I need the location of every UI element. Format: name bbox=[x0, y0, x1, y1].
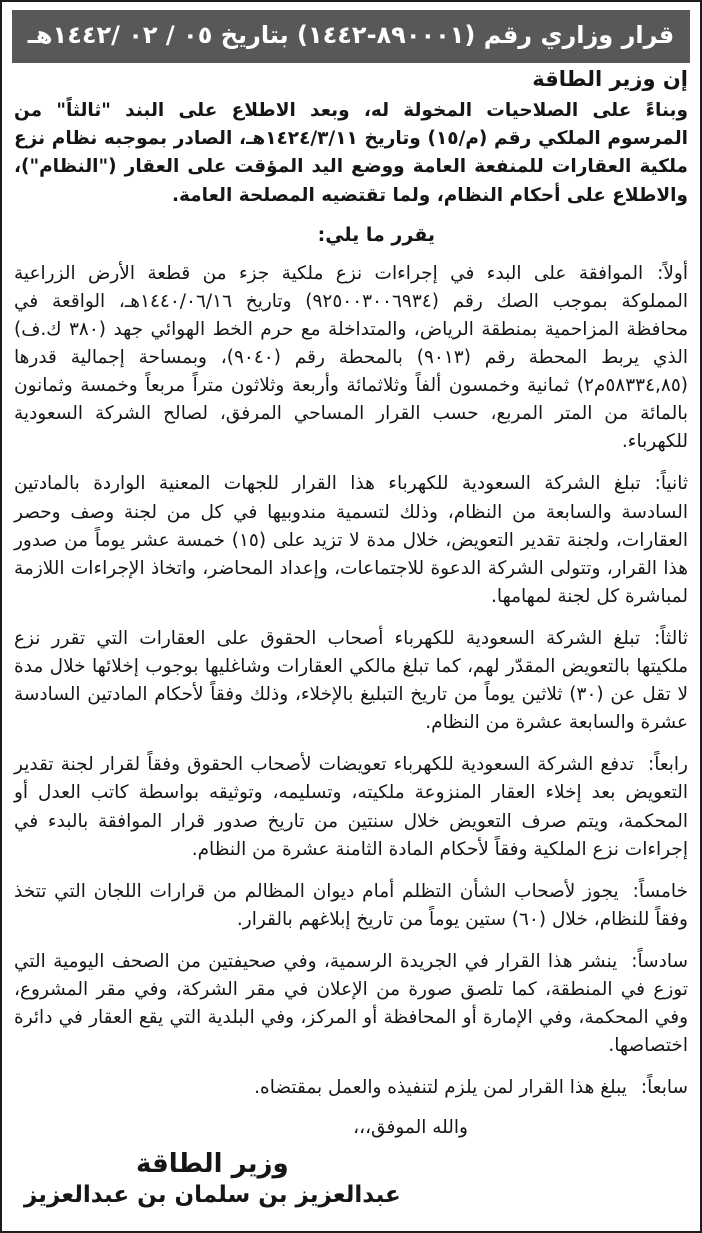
decree-intro-line: يقرر ما يلي: bbox=[317, 223, 435, 246]
item-text: ينشر هذا القرار في الجريدة الرسمية، وفي صحيفتين من الصحف اليومية التي توزع في المنطقة، كما تلصق صورة من الإعلان في مقر الشركة، وفي مقر المشروع، وفي المحكمة، وفي الإمارة أو المحافظة أو المركز، وفي البلدية التي يقع العقار في دائرة اختصاصها. bbox=[14, 951, 688, 1057]
decree-item-6 bbox=[14, 948, 688, 1060]
item-label: أولاً: bbox=[657, 262, 688, 284]
decree-title: قرار وزاري رقم (٨٩٠٠٠١-١٤٤٢) بتاريخ ٠٥ / ٠٢ /١٤٤٢هـ bbox=[27, 21, 675, 49]
decree-item-1 bbox=[14, 260, 688, 457]
item-label: سابعاً: bbox=[640, 1077, 688, 1099]
item-label: رابعاً: bbox=[647, 754, 688, 776]
decree-item-3 bbox=[14, 625, 688, 737]
decree-item-7 bbox=[14, 1074, 688, 1102]
closing-line: والله الموفق،،، bbox=[353, 1116, 468, 1138]
item-label: سادساً: bbox=[631, 951, 688, 973]
decree-title-bar bbox=[12, 10, 690, 63]
item-text: يجوز لأصحاب الشأن التظلم أمام ديوان المظالم من قرارات اللجان التي تتخذ وفقاً للنظام، خلال (٦٠) ستين يوماً من تاريخ إبلاغهم بالقرار. bbox=[14, 880, 688, 930]
item-text: تدفع الشركة السعودية للكهرباء تعويضات لأصحاب الحقوق وفقاً لقرار لجنة تقدير التعويض بعد إخلاء العقار المنزوعة ملكيته، وتسليمه، وتوثيقه بواسطة كاتب العدل أو المحكمة، ويتم صرف التعويض خلال سنتين من تاريخ صدور قرار الموافقة بالبدء في إجراءات نزع الملكية وفقاً لأحكام المادة الثامنة عشرة من النظام. bbox=[14, 754, 688, 860]
item-label: ثانياً: bbox=[654, 473, 688, 495]
item-label: خامساً: bbox=[632, 880, 688, 902]
item-label: ثالثاً: bbox=[654, 627, 688, 649]
item-text: يبلغ هذا القرار لمن يلزم لتنفيذه والعمل بمقتضاه. bbox=[254, 1077, 627, 1099]
minister-heading: إن وزير الطاقة bbox=[532, 67, 688, 92]
signature-block bbox=[24, 1148, 401, 1212]
preamble-paragraph: وبناءً على الصلاحيات المخولة له، وبعد الاطلاع على البند "ثالثاً" من المرسوم الملكي رقم (م/١٥) وتاريخ ١٤٢٤/٣/١١هـ، الصادر بموجبه نظام نزع ملكية العقارات للمنفعة العامة ووضع اليد المؤقت على العقار ("النظام")، والاطلاع على أحكام النظام، ولما تقتضيه المصلحة العامة. bbox=[14, 100, 688, 206]
item-text: تبلغ الشركة السعودية للكهرباء هذا القرار للجهات المعنية الواردة بالمادتين السادسة والسابعة من النظام، وذلك لتسمية مندوبيها في كل من لجنة وصف وحصر العقارات، ولجنة تقدير التعويض، خلال مدة لا تزيد على (١٥) خمسة عشر يوماً من صدور هذا القرار، وتتولى الشركة الدعوة للاجتماعات، وإعداد المحاضر، واتخاذ الإجراءات اللازمة لمباشرة كل لجنة لمهامها. bbox=[14, 473, 688, 607]
signature-title: وزير الطاقة bbox=[135, 1148, 289, 1179]
item-text: تبلغ الشركة السعودية للكهرباء أصحاب الحقوق على العقارات التي تقرر نزع ملكيتها بالتعويض المقدّر لهم، كما تبلغ مالكي العقارات وشاغليها بوجوب إخلائها خلال مدة لا تقل عن (٣٠) ثلاثين يوماً من تاريخ التبليغ بالإخلاء، وذلك وفقاً لأحكام المادتين السادسة عشرة والسابعة عشرة من النظام. bbox=[14, 627, 688, 734]
decree-item-4 bbox=[14, 751, 688, 863]
signature-name: عبدالعزيز بن سلمان بن عبدالعزيز bbox=[24, 1182, 401, 1209]
item-text: الموافقة على البدء في إجراءات نزع ملكية جزء من قطعة الأرض الزراعية المملوكة بموجب الصك رقم (٩٢٥٠٠٣٠٠٦٩٣٤) وتاريخ ١٤٤٠/٠٦/١٦هـ، الواقعة في محافظة المزاحمية بمنطقة الرياض، والمتداخلة مع حرم الخط الهوائي جهد (٣٨٠ ك.ف) الذي يربط المحطة رقم (٩٠١٣) بالمحطة رقم (٩٠٤٠)، وبمساحة إجمالية قدرها (٥٨٣٣٤,٨٥م٢) ثمانية وخمسون ألفاً وثلاثمائة وأربعة وثلاثون متراً مربعاً وخمسة وثمانون بالمائة من المتر المربع، حسب القرار المساحي المرفق، لصالح الشركة السعودية للكهرباء. bbox=[14, 262, 688, 453]
decree-item-2 bbox=[14, 470, 688, 611]
decree-item-5 bbox=[14, 878, 688, 934]
decree-items bbox=[12, 260, 690, 1103]
